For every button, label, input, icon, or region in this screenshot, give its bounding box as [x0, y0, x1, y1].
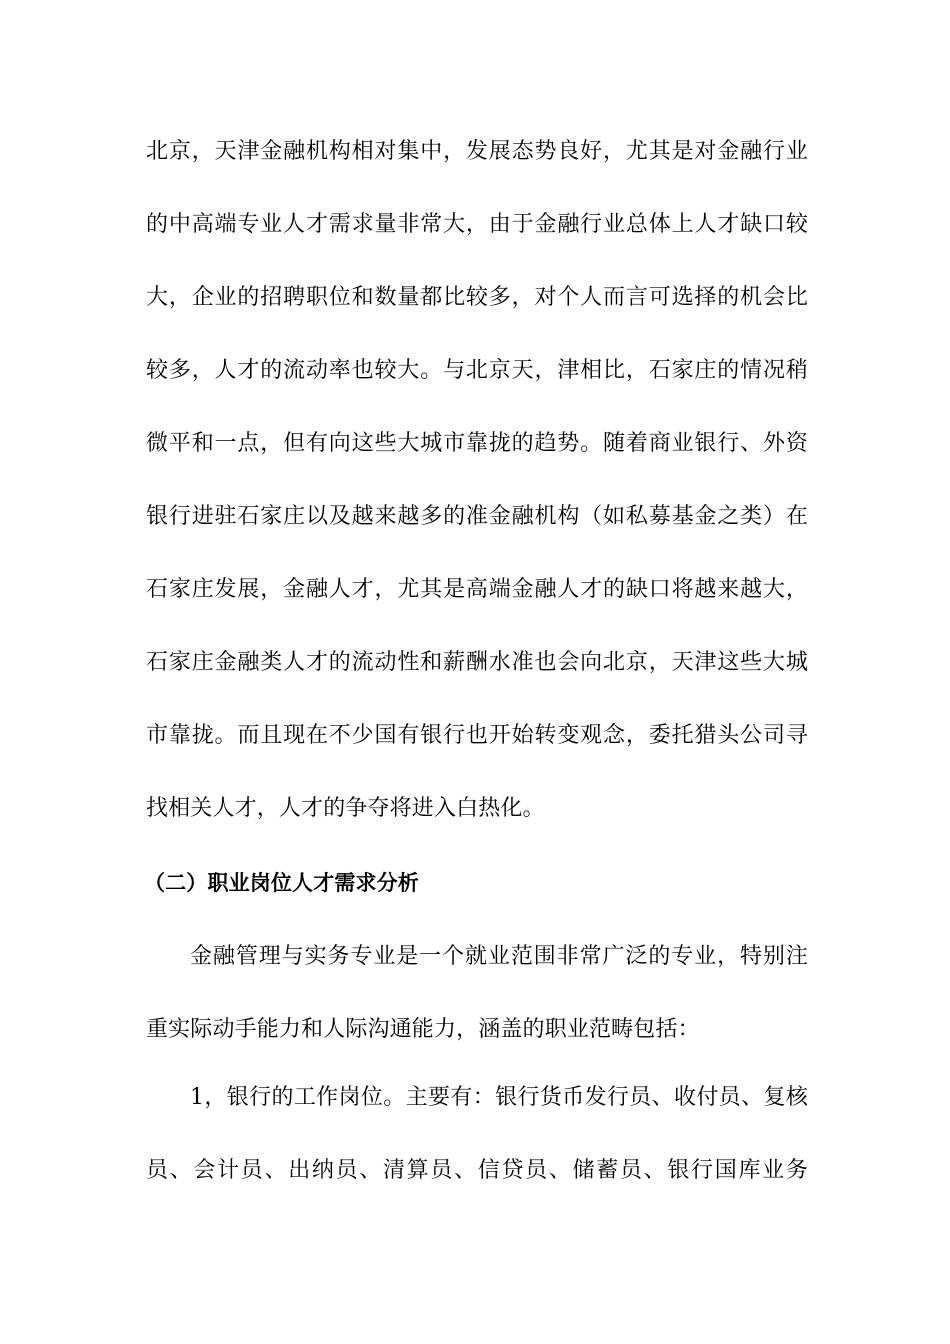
paragraph-line: 的中高端专业人才需求量非常大，由于金融行业总体上人才缺口较: [146, 212, 808, 237]
paragraph-line: 市靠拢。而且现在不少国有银行也开始转变观念，委托猎头公司寻: [146, 723, 808, 748]
section-heading: （二）职业岗位人才需求分析: [144, 871, 419, 895]
paragraph-line: 银行进驻石家庄以及越来越多的准金融机构（如私募基金之类）在: [146, 504, 808, 529]
paragraph-line: 重实际动手能力和人际沟通能力，涵盖的职业范畴包括：: [146, 1017, 700, 1042]
paragraph-line: 石家庄发展，金融人才，尤其是高端金融人才的缺口将越来越大，: [146, 577, 808, 602]
paragraph-line: 员、会计员、出纳员、清算员、信贷员、储蓄员、银行国库业务: [146, 1158, 808, 1183]
paragraph-line: 微平和一点，但有向这些大城市靠拢的趋势。随着商业银行、外资: [146, 431, 808, 456]
paragraph-line: 北京，天津金融机构相对集中，发展态势良好，尤其是对金融行业: [146, 139, 808, 164]
paragraph-line: 较多，人才的流动率也较大。与北京天，津相比，石家庄的情况稍: [146, 358, 808, 383]
paragraph-line: 找相关人才，人才的争夺将进入白热化。: [146, 796, 545, 821]
paragraph-line: 1，银行的工作岗位。主要有：银行货币发行员、收付员、复核: [190, 1085, 808, 1110]
paragraph-line: 金融管理与实务专业是一个就业范围非常广泛的专业，特别注: [190, 944, 808, 969]
paragraph-line: 大，企业的招聘职位和数量都比较多，对个人而言可选择的机会比: [146, 285, 808, 310]
paragraph-line: 石家庄金融类人才的流动性和薪酬水准也会向北京，天津这些大城: [146, 650, 808, 675]
